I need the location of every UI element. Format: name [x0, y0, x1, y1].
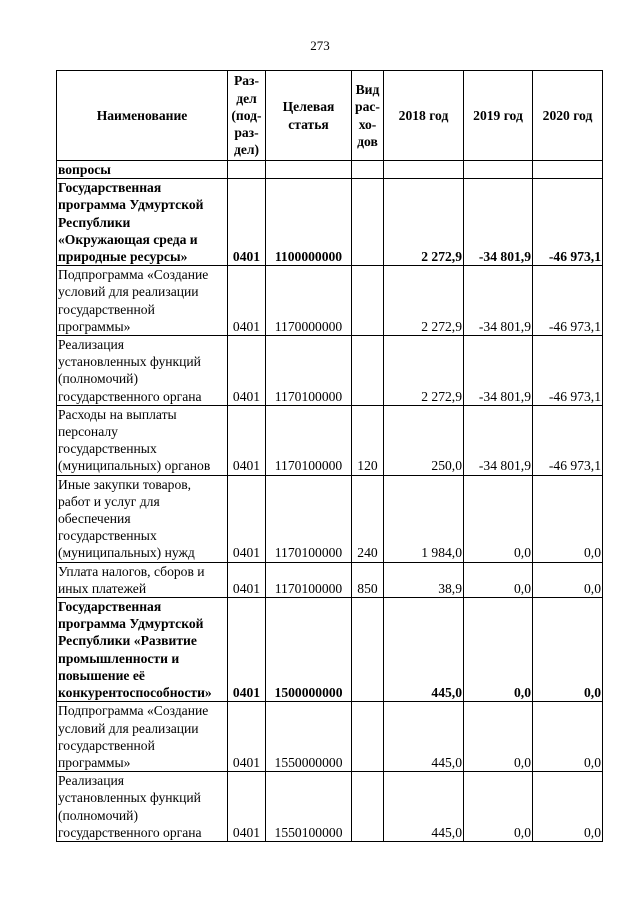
- table-row: [57, 702, 603, 772]
- header-name: Наименование: [57, 71, 228, 161]
- row-2019: 0,0: [464, 772, 533, 842]
- header-2019: 2019 год: [464, 71, 533, 161]
- row-article: 1550000000: [266, 702, 352, 772]
- row-2020: -46 973,1: [533, 405, 603, 475]
- budget-table: [56, 70, 603, 842]
- row-2019: 0,0: [464, 562, 533, 597]
- row-2020: -46 973,1: [533, 336, 603, 406]
- row-2018: 2 272,9: [384, 336, 464, 406]
- row-2018: [384, 161, 464, 179]
- row-kind: 120: [352, 405, 384, 475]
- row-article: 1170100000: [266, 336, 352, 406]
- row-2020: 0,0: [533, 702, 603, 772]
- row-2019: 0,0: [464, 598, 533, 702]
- header-kind: Вид рас- хо- дов: [352, 71, 384, 161]
- row-name: вопросы: [57, 161, 228, 179]
- row-2020: [533, 161, 603, 179]
- row-section: 0401: [228, 179, 266, 266]
- row-name: Иные закупки товаров, работ и услуг для обеспечения государственных (муниципальных) нужд: [57, 475, 228, 562]
- row-kind: [352, 772, 384, 842]
- table-row: [57, 179, 603, 266]
- row-section: 0401: [228, 562, 266, 597]
- row-section: [228, 161, 266, 179]
- row-kind: 850: [352, 562, 384, 597]
- row-name: Государственная программа Удмуртской Республики «Окружающая среда и природные ресурсы»: [57, 179, 228, 266]
- row-2019: -34 801,9: [464, 336, 533, 406]
- row-article: 1170000000: [266, 266, 352, 336]
- row-2018: 2 272,9: [384, 179, 464, 266]
- row-article: 1550100000: [266, 772, 352, 842]
- row-2020: -46 973,1: [533, 179, 603, 266]
- row-section: 0401: [228, 598, 266, 702]
- row-kind: [352, 161, 384, 179]
- row-2018: 445,0: [384, 598, 464, 702]
- header-2020: 2020 год: [533, 71, 603, 161]
- row-2019: -34 801,9: [464, 405, 533, 475]
- row-kind: [352, 179, 384, 266]
- row-name: Государственная программа Удмуртской Республики «Развитие промышленности и повышение её конкурентоспособности»: [57, 598, 228, 702]
- table-row: [57, 598, 603, 702]
- row-2020: -46 973,1: [533, 266, 603, 336]
- row-article: 1170100000: [266, 475, 352, 562]
- row-kind: [352, 266, 384, 336]
- row-2018: 1 984,0: [384, 475, 464, 562]
- table-row: [57, 475, 603, 562]
- row-section: 0401: [228, 266, 266, 336]
- row-2020: 0,0: [533, 562, 603, 597]
- table-row: [57, 336, 603, 406]
- row-2018: 445,0: [384, 702, 464, 772]
- row-article: 1170100000: [266, 405, 352, 475]
- row-kind: [352, 598, 384, 702]
- row-section: 0401: [228, 405, 266, 475]
- row-2019: 0,0: [464, 702, 533, 772]
- row-article: 1170100000: [266, 562, 352, 597]
- header-section: Раз- дел (под- раз- дел): [228, 71, 266, 161]
- row-section: 0401: [228, 336, 266, 406]
- row-name: Подпрограмма «Создание условий для реализации государственной программы»: [57, 702, 228, 772]
- row-2018: 445,0: [384, 772, 464, 842]
- row-2020: 0,0: [533, 772, 603, 842]
- row-2020: 0,0: [533, 475, 603, 562]
- row-article: 1500000000: [266, 598, 352, 702]
- row-name: Расходы на выплаты персоналу государственных (муниципальных) органов: [57, 405, 228, 475]
- row-2018: 2 272,9: [384, 266, 464, 336]
- page-number: 273: [310, 38, 330, 53]
- row-section: 0401: [228, 475, 266, 562]
- row-section: 0401: [228, 772, 266, 842]
- row-article: [266, 161, 352, 179]
- header-article: Целевая статья: [266, 71, 352, 161]
- table-row: [57, 266, 603, 336]
- header-2018: 2018 год: [384, 71, 464, 161]
- row-name: Подпрограмма «Создание условий для реализации государственной программы»: [57, 266, 228, 336]
- table-row: [57, 161, 603, 179]
- row-kind: [352, 336, 384, 406]
- row-2019: 0,0: [464, 475, 533, 562]
- row-name: Реализация установленных функций (полномочий) государственного органа: [57, 336, 228, 406]
- row-name: Реализация установленных функций (полномочий) государственного органа: [57, 772, 228, 842]
- table-row: [57, 562, 603, 597]
- row-2019: [464, 161, 533, 179]
- header-row: [57, 71, 603, 161]
- row-2019: -34 801,9: [464, 179, 533, 266]
- row-section: 0401: [228, 702, 266, 772]
- row-article: 1100000000: [266, 179, 352, 266]
- row-2018: 250,0: [384, 405, 464, 475]
- row-kind: [352, 702, 384, 772]
- table-row: [57, 772, 603, 842]
- row-name: Уплата налогов, сборов и иных платежей: [57, 562, 228, 597]
- row-2020: 0,0: [533, 598, 603, 702]
- row-2019: -34 801,9: [464, 266, 533, 336]
- row-2018: 38,9: [384, 562, 464, 597]
- row-kind: 240: [352, 475, 384, 562]
- table-row: [57, 405, 603, 475]
